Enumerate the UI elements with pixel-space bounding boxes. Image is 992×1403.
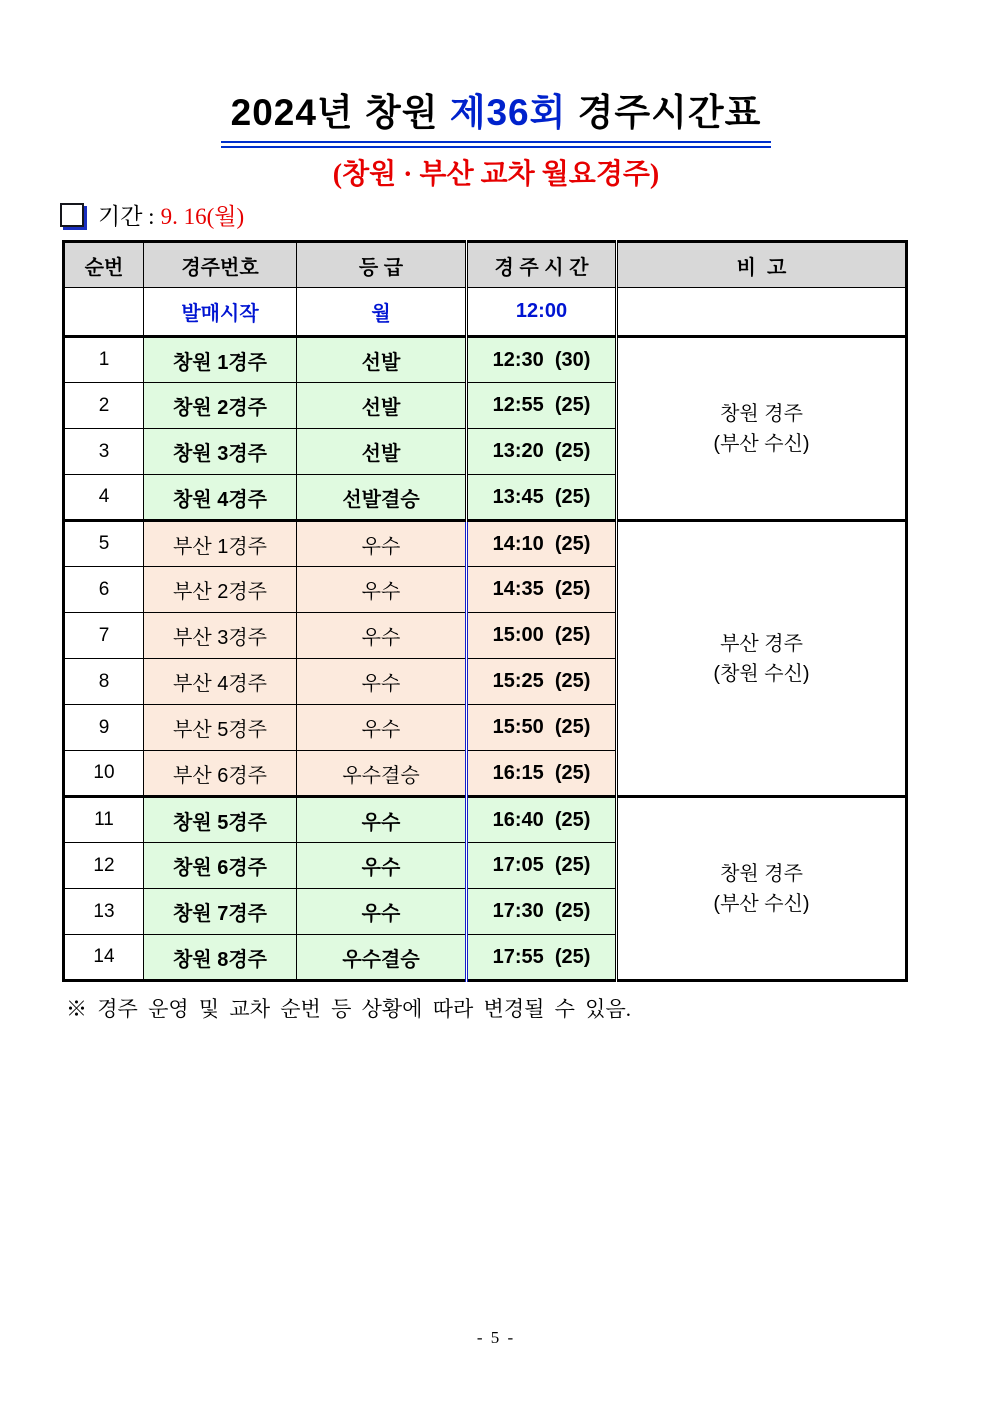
table-row [64, 337, 907, 383]
cell-race: 창원 4경주 [144, 475, 297, 521]
cell-grade: 우수 [297, 659, 467, 705]
cell-time: 15:50 (25) [467, 705, 617, 751]
page-number: - 5 - [476, 1328, 516, 1347]
cell-time: 17:05 (25) [467, 843, 617, 889]
cell-seq: 2 [64, 383, 144, 429]
cell-time: 15:00 (25) [467, 613, 617, 659]
remark-line2: (부산 수신) [713, 892, 810, 915]
cell-seq: 7 [64, 613, 144, 659]
remark-line1: 부산 경주 [720, 632, 803, 655]
cell-grade: 선발 [297, 429, 467, 475]
sale-start-row [64, 288, 907, 337]
cell-seq: 10 [64, 751, 144, 797]
cell-seq: 6 [64, 567, 144, 613]
cell-race: 창원 5경주 [144, 797, 297, 843]
title-part-black2: 경주시간표 [566, 92, 762, 133]
cell-seq: 9 [64, 705, 144, 751]
cell-grade: 우수결승 [297, 751, 467, 797]
sale-time: 12:00 [467, 288, 617, 337]
cell-seq: 8 [64, 659, 144, 705]
period-line [60, 198, 244, 231]
cell-race: 부산 5경주 [144, 705, 297, 751]
remark-group-changwon-2 [617, 797, 907, 981]
cell-race: 부산 2경주 [144, 567, 297, 613]
table-row [64, 797, 907, 843]
race-schedule-table [62, 240, 908, 982]
cell-seq: 1 [64, 337, 144, 383]
footnote: ※ 경주 운영 및 교차 순번 등 상황에 따라 변경될 수 있음. [66, 997, 632, 1021]
remark-line1: 창원 경주 [720, 862, 803, 885]
cell-seq: 5 [64, 521, 144, 567]
header-time: 경 주 시 간 [467, 242, 617, 288]
cell-grade: 우수 [297, 613, 467, 659]
cell-seq: 4 [64, 475, 144, 521]
cell-seq: 13 [64, 889, 144, 935]
table-row [64, 521, 907, 567]
cell-race: 창원 3경주 [144, 429, 297, 475]
period-value: 9. 16(월) [160, 204, 245, 229]
remark-line2: (창원 수신) [713, 662, 810, 685]
cell-race: 부산 4경주 [144, 659, 297, 705]
cell-time: 17:30 (25) [467, 889, 617, 935]
cell-race: 창원 1경주 [144, 337, 297, 383]
header-seq: 순번 [64, 242, 144, 288]
cell-time: 16:40 (25) [467, 797, 617, 843]
header-remark: 비 고 [617, 242, 907, 288]
remark-group-busan [617, 521, 907, 797]
sale-seq [64, 288, 144, 337]
cell-seq: 14 [64, 935, 144, 981]
cell-race: 부산 6경주 [144, 751, 297, 797]
cell-race: 창원 7경주 [144, 889, 297, 935]
cell-grade: 우수결승 [297, 935, 467, 981]
header-race: 경주번호 [144, 242, 297, 288]
cell-time: 13:45 (25) [467, 475, 617, 521]
sale-label: 발매시작 [144, 288, 297, 337]
header-grade: 등 급 [297, 242, 467, 288]
cell-time: 17:55 (25) [467, 935, 617, 981]
cell-time: 14:35 (25) [467, 567, 617, 613]
cell-race: 창원 2경주 [144, 383, 297, 429]
cell-grade: 우수 [297, 797, 467, 843]
cell-seq: 12 [64, 843, 144, 889]
period-checkbox[interactable] [60, 203, 84, 227]
cell-time: 13:20 (25) [467, 429, 617, 475]
sale-day: 월 [297, 288, 467, 337]
cell-grade: 우수 [297, 843, 467, 889]
remark-line2: (부산 수신) [713, 432, 810, 455]
cell-race: 창원 8경주 [144, 935, 297, 981]
remark-group-changwon-1 [617, 337, 907, 521]
sale-remark [617, 288, 907, 337]
cell-grade: 우수 [297, 521, 467, 567]
cell-race: 창원 6경주 [144, 843, 297, 889]
cell-race: 부산 3경주 [144, 613, 297, 659]
period-label: 기간 : [98, 204, 155, 229]
cell-race: 부산 1경주 [144, 521, 297, 567]
cell-time: 16:15 (25) [467, 751, 617, 797]
title-part-blue: 제36회 [449, 92, 567, 133]
cell-grade: 우수 [297, 705, 467, 751]
page-title [0, 82, 992, 148]
cell-time: 14:10 (25) [467, 521, 617, 567]
page-subtitle: (창원 · 부산 교차 월요경주) [332, 159, 660, 190]
cell-time: 15:25 (25) [467, 659, 617, 705]
cell-grade: 선발결승 [297, 475, 467, 521]
cell-time: 12:30 (30) [467, 337, 617, 383]
table-header-row [64, 242, 907, 288]
cell-time: 12:55 (25) [467, 383, 617, 429]
remark-line1: 창원 경주 [720, 402, 803, 425]
cell-grade: 우수 [297, 889, 467, 935]
cell-seq: 11 [64, 797, 144, 843]
title-part-black1: 2024년 창원 [230, 92, 450, 133]
cell-grade: 선발 [297, 383, 467, 429]
cell-grade: 선발 [297, 337, 467, 383]
cell-seq: 3 [64, 429, 144, 475]
cell-grade: 우수 [297, 567, 467, 613]
